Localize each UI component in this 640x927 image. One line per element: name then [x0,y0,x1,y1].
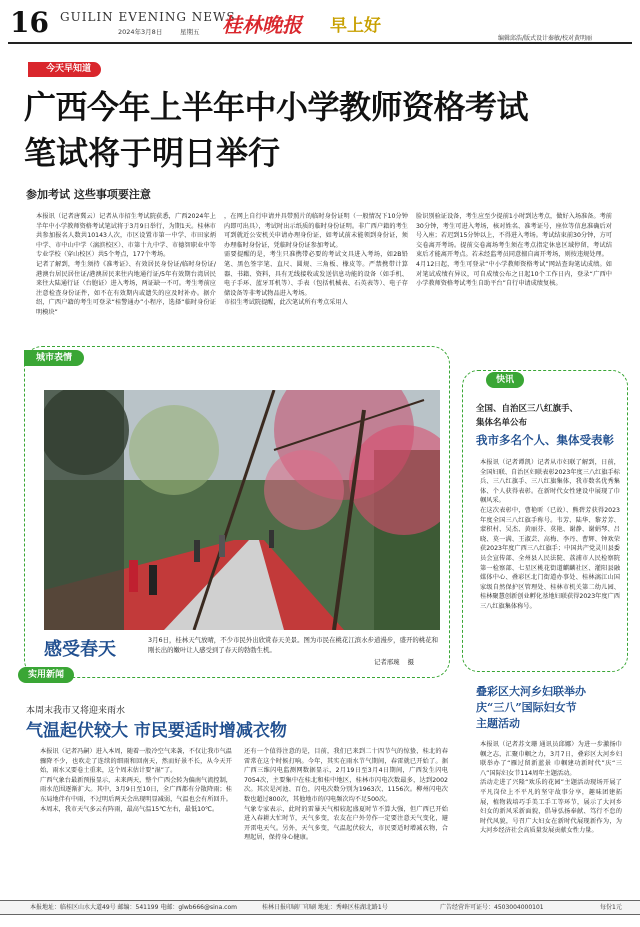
page-number: 16 [10,6,49,39]
district-headline-3: 主题活动 [476,717,520,730]
weather-kicker: 本周末我市又将迎来雨水 [26,706,126,716]
district-headline-2: 庆“三八”国际妇女节 [476,701,577,714]
photo-title: 感受春天 [44,639,116,660]
footer-license: 广告经营许可证号：4503004000101 [440,904,544,911]
flash-kicker-1: 全国、自治区三八红旗手、 [476,404,579,414]
flash-tag-label: 快讯 [496,375,515,385]
photo-caption-text: 3月6日，桂林天气放晴，不少市民外出欣赏春天美景。图为市民在桃花江滨水步道漫步，盛开的桃花和刚长出的嫩叶让人感受到了春天的勃勃生机。 [148,636,438,654]
district-body: 本报讯（记者苏文珊 通讯员邱娜）为进一步激扬巾帼之志，汇聚巾帼之力，3月7日，叠彩区大河乡妇联举办了“雁过留新蓝景 巾帼建功新时代”庆“三八”国际妇女节114周年主题活动。 活动走进了兴隆“欢乐的花园”主题活动现场开展了平凡岗位上不平凡的坚守故事分享，趣味团建拓展，植物栽培巧手美工手工等环节，展示了大河乡妇女的新风采新面貌，倡导弘扬奉献、笃行不怠的时代风貌，号召广大妇女在新时代展现新作为，为大河乡经济社会高质量发展贡献女性力量。 [480,741,622,835]
photo-credit [374,657,414,666]
editor-credits: 编辑邱浩/版式设计秦敏/校对黄明丽 [498,35,593,42]
weather-col-2: 还有一个值得注意的是，目前，我们已来到二十四节气的惊蛰，桂北的春雷常在这个时候打响。今年，其实在雨水节气期间，春雷就已开始了。据广西三维闪电监测网数据显示，2月19日至3月4日期间，广西发生闪电7054次，主要集中在桂北和桂中地区，桂林市闪电次数最多，达到2002次。其次是河池、百色，闪电次数分别为1963次、1156次。柳州闪电次数也超过800次，其他地市的闪电频次均不足500次。 气象专家表示，此时的雷暴天气相较起盛夏时节不算大强，但广西已开始进入春耕大忙时节，天气多变，农友在户外劳作一定要注意天气变化，避开雷电天气。另外，天气多变，气温起伏较大，市民要适时增减衣物，合理起居，保持身心健康。 [244,748,448,842]
header-rule [8,42,632,44]
lead-col-3: 脸识别验证设备，考生应至少提前1小时到达考点，做好入场准备。考前30分钟，考生可进入考场，核对姓名、准考证号，座位等信息准确后对号入座；若迟到15分钟以上，不得进入考场。考试结束前30分钟，方可交卷离开考场。提前交卷离场考生须在考点指定休息区域停留，考试结束后才能离开考点。若未经监考员同意擅自离开考场，则按违规处理。 4月12日起，考生可登录“中小学教师资格考试”网站查询笔试成绩。如对笔试成绩有异议，可自成绩公布之日起10个工作日内，登录“广西中小学教师资格考试考生自助平台”自行申请成绩复核。 [416,213,612,288]
weather-col-1: 本报讯（记者冯嗣）进入本周，随着一股冷空气来袭，不仅让我市气温骤降不少，也吹走了连续的细雨和回南天，然而好景不长，从今天开始，雨水又要卷土重来，这个周末估计要“湿”了。 广西气象台最新预报显示，未来两天，整个广西会转为偏南气流控制，雨水范围逐渐扩大。其中，3月9日至10日，全广西都有分散降雨；桂东局地伴有中雨，不过明后两天会出现明显减弱，气温也会有所回升。本周末，我市天气多云有阵雨，最高气温15℃左右，最低10℃。 [40,748,232,813]
lead-headline-1: 广西今年上半年中小学教师资格考试 [24,88,529,126]
flash-headline: 我市多名个人、集体受表彰 [476,433,614,447]
flash-body: 本报讯（记者谭凯）记者从市妇联了解到，日前，全国妇联、自治区妇联表彰2023年度三八红旗手标兵、三八红旗手、三八红旗集体，我市数名优秀集体、个人获得表彰。在新时代女性建设中展现了巾帼风采。 在这次表彰中，曹艳昕（已故）、熊碧芳获得2023年度全国三八红旗手称号。韦芳、陆华、黎芳芳、蒙积村、吴杰、黄丽芬、莫艳、谢静、谢娟琴、吕晓、莫一满、王淑芸、高梅、李丹、曹辉、钟欢荣获2023年度广西三八红旗手；中国共产党灵川县委员会宣传部、全州县人民法院、荔浦市人民检察院第一检察部、七星区桃花街道麒麟社区、灌阳县融媒体中心、叠彩区北门街道办事处、桂林漓江山国家级自然保护区管理处、桂林市机关第二幼儿园、桂林聚慧创新创业孵化基地妇联获得2023年度广西三八红旗集体称号。 [480,459,620,610]
photo-credit-role: 摄 [407,658,414,666]
photo-credit-name: 记者邢琬 [374,658,400,666]
footer-price: 每份1元 [600,904,622,911]
photo-caption [148,636,438,655]
lead-headline-2: 笔试将于明日举行 [24,134,281,172]
lead-tag-label: 今天早知道 [46,64,92,74]
flash-tag [486,372,524,388]
paper-en-name: GUILIN EVENING NEWS [60,10,236,24]
flash-kicker-2: 集体名单公布 [476,418,528,428]
weather-headline: 气温起伏较大 市民要适时增减衣物 [26,721,287,741]
weather-tag-label: 实用新闻 [28,670,65,680]
photo-tag-label: 城市表情 [36,353,73,363]
footer-address: 本报地址：临桂区山水大道49号 邮编：541199 电邮：glwb666@sina.com [30,904,237,911]
lead-subhead: 参加考试 这些事项要注意 [26,188,151,201]
lead-col-2: ，在网上自行申请并具带照片的临时身份证明（一般情况下10分钟内即可出具），考试时出示纸质的临时身份证明。非广西户籍的考生可到就近公安机关申请办理身份证，如考试前未能领到身份证，须办理临时身份证，凭临时身份证参加考试。 需要提醒的是，考生只准携带必要的考试文具进入考场，如2B铅笔、黑色签字笔、直尺、圆规、三角板、橡皮等。严禁携带计算器、书籍、资料，具有无线接收或发送信息功能的设备（如手机、电子手环、蓝牙耳机等）、手表（包括机械表、石英表等）、电子存储设备等非考试物品进入考场。 市招生考试院提醒，此次笔试所有考点采用人 [224,213,408,307]
paper-logo: 桂林晚报 [222,13,302,37]
photo-tag [24,350,84,366]
lead-col-1: 本报讯（记者唐冀云）记者从市招生考试院获悉，广西2024年上半年中小学教师资格考试笔试将于3月9日举行，为期1天。桂林市共参加报名人数共10143人次，市区设置市第一中学、市田家炳中学、市中山中学（漓滨校区）、市第十九中学、市德智职业中等专业学校（穿山校区）共5个考点，177个考场。 记者了解到，考生须持《准考证》、有效居民身份证/临时身份证/港澳台居民居住证/港澳居民来往内地通行证/5年有效期台湾居民来往大陆通行证（台胞证）进入考场，两证缺一不可。考生考前应注意检查身份证件，如不在有效期内或遗失的应及时补办。据介绍，广西户籍的考生可登录“桂警通办”小程序，选择“临时身份证明模块” [36,213,216,316]
footer-bar [0,900,640,915]
issue-weekday: 星期五 [180,28,200,36]
lead-tag [28,62,101,77]
footer-printer: 桂林日报印刷厂印刷 地址：秀峰区桂湖北路1号 [262,904,388,911]
weather-tag [18,667,74,683]
section-name: 早上好 [330,16,381,36]
spring-photo-illustration [44,390,440,630]
spring-photo [44,390,440,630]
district-headline-1: 叠彩区大河乡妇联举办 [476,685,586,698]
issue-date: 2024年3月8日 [118,28,163,36]
